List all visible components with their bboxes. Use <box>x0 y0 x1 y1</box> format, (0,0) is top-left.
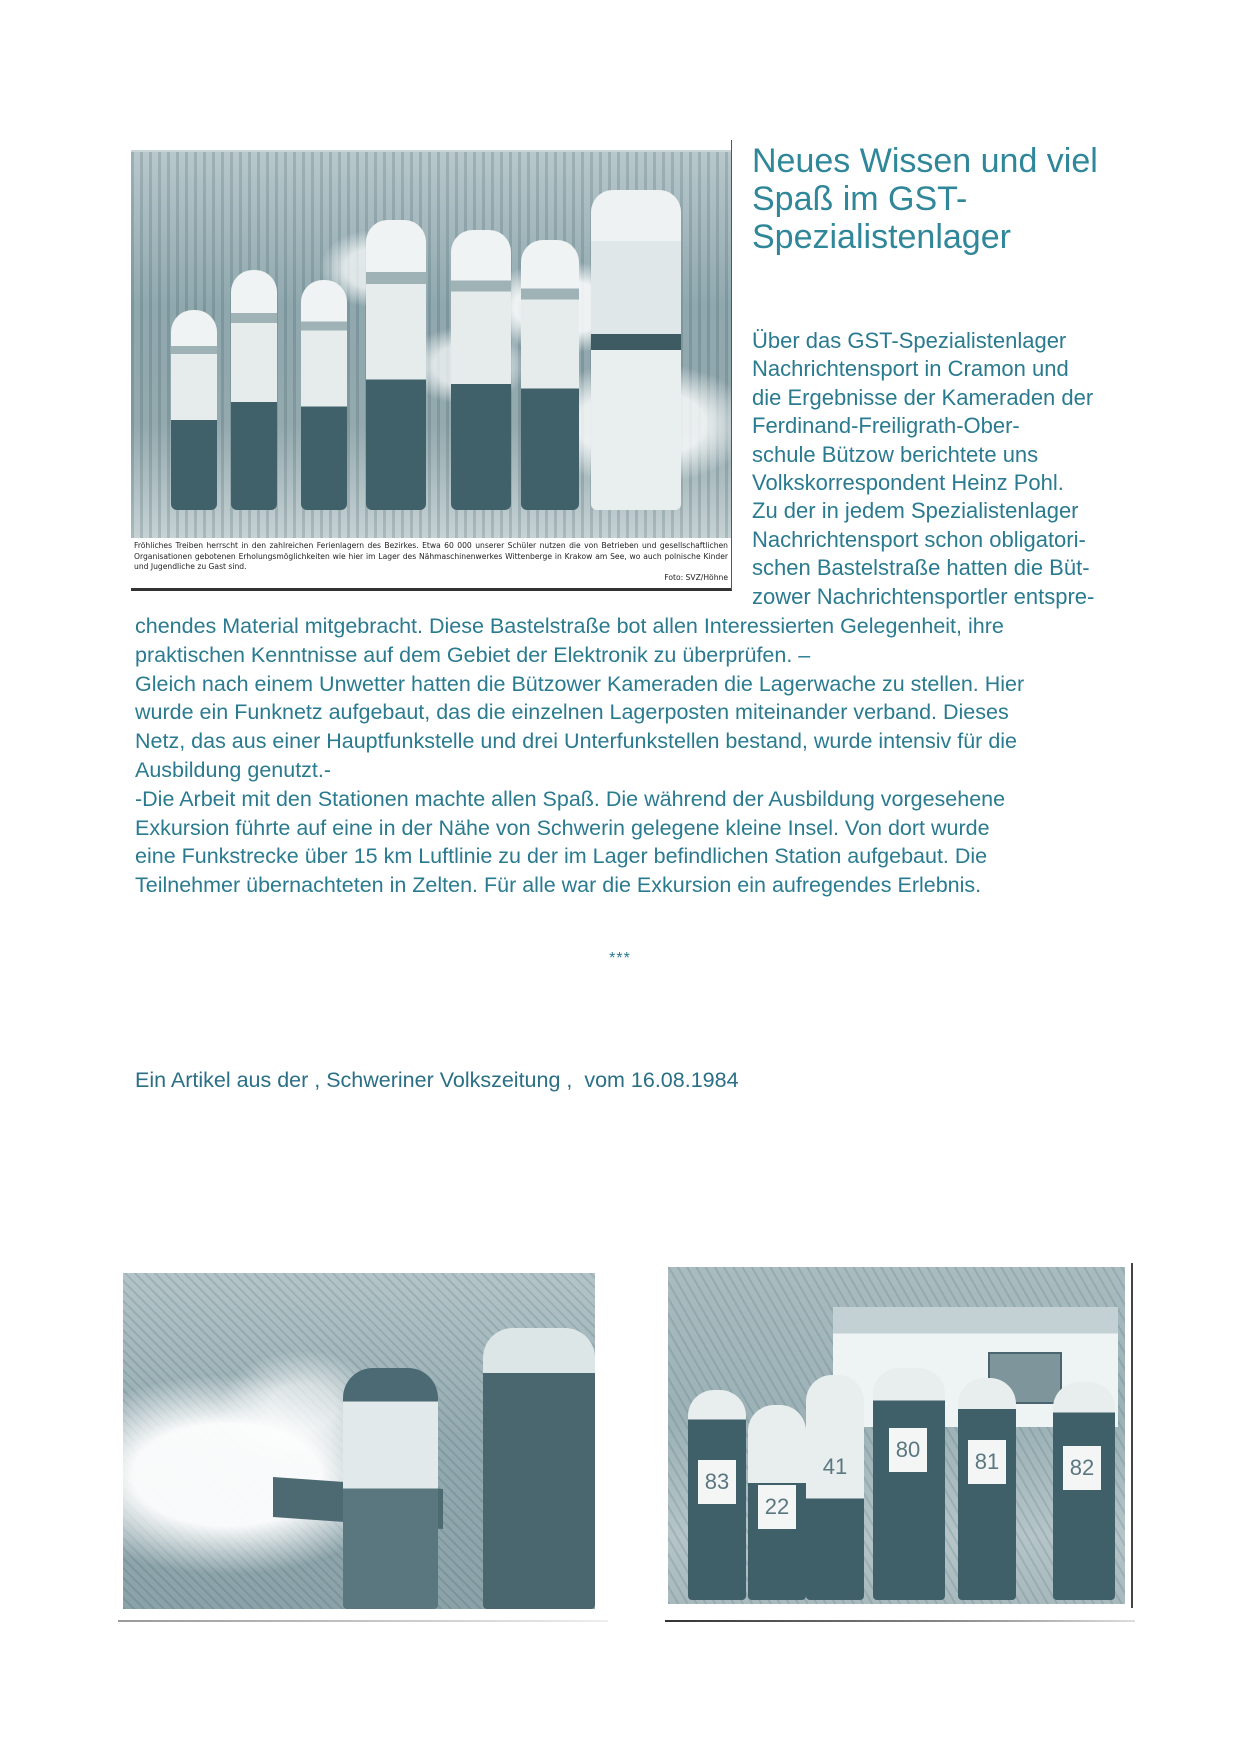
text-line: Ausbildung genutzt.- <box>135 757 332 782</box>
photo-runner <box>688 1390 746 1600</box>
text-line: Teilnehmer übernachteten in Zelten. Für alle war die Exkursion ein aufregendes Erlebnis. <box>135 873 982 898</box>
text-line: Nachrichtensport in Cramon und <box>752 356 1069 382</box>
photo-figure <box>343 1368 438 1609</box>
text-line: Volkskorrespondent Heinz Pohl. <box>752 470 1064 496</box>
article-intro-column <box>752 327 1152 611</box>
article-body <box>135 612 1145 900</box>
text-line: praktischen Kenntnisse auf dem Gebiet der Elektronik zu überprüfen. – <box>135 642 811 667</box>
photo-figure <box>231 270 277 510</box>
text-line: die Ergebnisse der Kameraden der <box>752 384 1094 410</box>
photo-team-with-bibs <box>668 1267 1125 1604</box>
bib-number: 82 <box>1063 1446 1101 1490</box>
text-line: wurde ein Funknetz aufgebaut, das die einzelnen Lagerposten miteinander verband. Dieses <box>135 700 1009 725</box>
text-line: Exkursion führte auf eine in der Nähe von Schwerin gelegene kleine Insel. Von dort wurde <box>135 815 990 840</box>
photo-figure <box>521 240 579 510</box>
photo-underline <box>665 1620 1135 1622</box>
section-separator: *** <box>609 950 631 967</box>
text-line: -Die Arbeit mit den Stationen machte allen Spaß. Die während der Ausbildung vorgesehene <box>135 786 1006 811</box>
text-line: chendes Material mitgebracht. Diese Bastelstraße bot allen Interessierten Gelegenheit, ihre <box>135 614 1004 638</box>
text-line: Nachrichtensport schon obligatori- <box>752 526 1086 552</box>
photo-edge-line <box>1131 1263 1133 1608</box>
photo-runner <box>748 1405 806 1600</box>
bib-number: 80 <box>889 1428 927 1472</box>
photo-figure <box>451 230 511 510</box>
photo-figure <box>366 220 426 510</box>
title-line: Spaß im GST- <box>752 180 968 218</box>
bib-number: 81 <box>968 1440 1006 1484</box>
photo-runner <box>806 1375 864 1600</box>
article-title <box>752 142 1152 256</box>
photo-credit: Foto: SVZ/Höhne <box>664 573 728 582</box>
text-line: Netz, das aus einer Hauptfunkstelle und drei Unterfunkstellen bestand, wurde intensiv für die <box>135 729 1018 754</box>
photo-runner <box>1053 1382 1115 1600</box>
title-line: Neues Wissen und viel <box>752 142 1098 180</box>
photo-figure <box>591 190 681 510</box>
photo-runner <box>958 1378 1016 1600</box>
bib-number: 41 <box>822 1454 848 1479</box>
text-line: Über das GST-Spezialistenlager <box>752 328 1067 353</box>
text-line: eine Funkstrecke über 15 km Luftlinie zu der im Lager befindlichen Station aufgebaut. Die <box>135 844 988 869</box>
bib-number: 83 <box>698 1460 736 1504</box>
text-line: zower Nachrichtensportler entspre- <box>752 583 1095 609</box>
photo-underline <box>118 1620 608 1622</box>
photo-figure <box>301 280 347 510</box>
photo-figure <box>483 1328 595 1609</box>
photo-barbecue <box>123 1273 595 1609</box>
photo-runner <box>873 1368 945 1600</box>
text-line: Ferdinand-Freiligrath-Ober- <box>752 413 1020 439</box>
column-divider <box>731 140 732 590</box>
text-line: schen Bastelstraße hatten die Büt- <box>752 555 1090 581</box>
bib-number: 22 <box>758 1485 796 1529</box>
title-line: Spezialistenlager <box>752 218 1011 256</box>
text-line: Zu der in jedem Spezialistenlager <box>752 498 1079 524</box>
text-line: Gleich nach einem Unwetter hatten die Bützower Kameraden die Lagerwache zu stellen. Hier <box>135 671 1025 696</box>
photo-figure <box>171 310 217 510</box>
photo-caption: Fröhliches Treiben herrscht in den zahlreichen Ferienlagern des Bezirkes. Etwa 60 000 unserer Schüler nutzen die von Betrieben und gesellschaftlichen Organisationen gebotenen Erholungsmöglichkeiten wie hier im Lager des Nähmaschinenwerkes Wittenberge in Krakow am See, wo auch polnische Kinder und Jugendliche zu Gast sind. <box>134 541 728 571</box>
newspaper-photo-camp-crowd <box>131 150 731 540</box>
text-line: schule Bützow berichtete uns <box>752 441 1039 467</box>
source-attribution: Ein Artikel aus der , Schweriner Volkszeitung , vom 16.08.1984 <box>135 1068 739 1092</box>
